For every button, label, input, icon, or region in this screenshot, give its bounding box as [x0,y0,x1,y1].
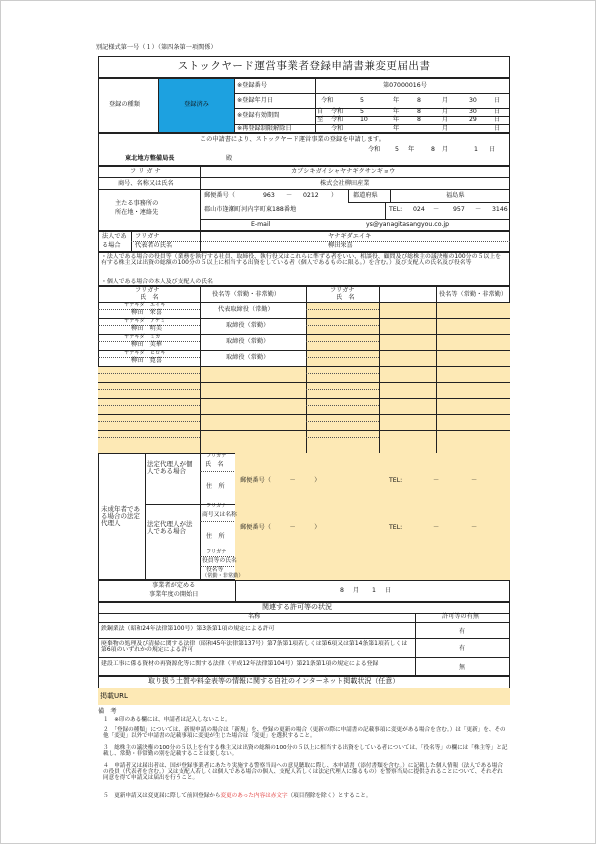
rep-name[interactable]: 柳田栄喜 [328,242,353,249]
officer-kana[interactable]: ヤナギダ ヒロキ [124,350,166,356]
form-page: 別記様式第一号（１）（第四条第一項関係） ストックヤード運営事業者登録申請書兼変更届出書 登録の種類 登録済み ※登録番号 第07000016号 ※登録年月日 令和 5 年 8 月 30 日 ※登録有効期間 自 令和 5 年 8 月 30 日 至 令和 10 年 8 月 29 日 ※再登録制限解除日 令和 年 月 日 この申請書により、ストックヤード運営事業の登録を申請します。 令和 5 年 8 月 1 日 東北地方整備局長 殿 フ リ ガ ナ カブシキガイシャヤナギクサンギョウ 商号、名称又は氏名 株式会社柳田産業 主たる事務所の 所在地・連絡先 郵便番号（ 963 － 0212 ） 都道府県 福島県 郡山市逢瀬町河内字町東188番地 TEL: 024 － 957 － 3146 E-mail ys@yanagitasangyou.co.jp 法人であ る場合 フリガナ ヤナギダエイキ 代表者の氏名 柳田栄喜 ・法人である場合の役員等（業務を執行する社員、取締役、執行役又はこれらに準ずる者をいい、相談役、顧問及び総株主の議決権の100分の５以上を有する株主又は出資の総額の100分の５以上に相当する出資をしている者（個人であるものに限る。）を含む。）及び支配人の氏名及び役名等 ・個人である場合の本人及び支配人の氏名 フリガナ 氏 名 役名等（常勤・非常勤） フリガナ 氏 名 役名等（常勤・非常勤） ヤナギダ エイキ 柳田 栄喜 代表取締役（常勤） ヤナギダ アケミ 柳田 明美 取締役（常勤） ヤナギダ ミカ 柳田 美華 取締役（常勤） ヤナギダ ヒロキ 柳田 寛喜 取締役（常勤） 未成年者である場合の法定代理人 法定代理人が個人である場合 フリガナ 氏 名 住 所 郵便番号（ － ） TEL: － － 法定代理人が法人である場合 フリガナ 商号又は名称 住 所 郵便番号（ － ） TEL: － － フリガナ 役員等の氏名 役名等 （常勤・非常勤） 事業者が定める 事業年度の開始日 8 月 1 日 関連する許可等の状況 名称 許可等の有無 鉄鋼業法（昭和24年法律第100号）第3条第1項の規定による許可 有 廃棄物の処理及び清掃に関する法律（昭和45年法律第137号）第7条第1項若しくは第6項又は第14条第1項若しくは第6項のいずれかの規定による許可 有 建設工事に係る資材の再資源化等に関する法律（平成12年法律第104号）第21条第1項の規定による登録 無 取り扱う土質や料金表等の情報に関する自社のインターネット掲載状況（任意） 掲載URL 備 考 １ ※印のある欄には、申請者は記入しないこと。 ２ 「登録の種類」については、新規申請の場合は「新規」を、登録の更新の場合（更新の際に申請書の記載事項に変更がある場合を含む。）は「更新」を、その他「変更」以外で申請書の記載事項に変更が生じた場合は「変更」を選択すること。 ３ 総株主の議決権の100分の５以上を有する株主又は出資の総額の100分の５以上に相当する出資をしている者については、「役名等」の欄には「株主等」と記載し、常勤・非常勤の別を記載することは要しない。 ４ 申請者又は届出者は、国が登録事業者にあたり実施する警察当局への意見聴取に際し、本申請書（添付書類を含む。）に記載した個人情報（法人である場合の役員（代表者を含む。）又は支配人若しくは個人である場合の個人、支配人若しくは法定代理人に係るもの）を警察当局に提供されることについて、それぞれ同意を得て申請又は届出を行うこと。 ５ 更新申請又は変更届に際して前回登録から変更のあった内容は赤文字（項目削除を除く）とすること。 [0,0,596,844]
url-label: 掲載URL [100,692,128,700]
note-5: ５ 更新申請又は変更届に際して前回登録から変更のあった内容は赤文字（項目削除を除く）とすること。 [103,793,372,799]
minor-label: 未成年者である場合の法定代理人 [101,505,140,528]
registration-date-label: ※登録年月日 [237,97,274,104]
address[interactable]: 郡山市逢瀬町河内字町東188番地 [204,206,297,213]
officer-name[interactable]: 柳田 美華 [131,341,162,348]
page-title: ストックヤード運営事業者登録申請書兼変更届出書 [177,60,431,72]
applicant-name[interactable]: 株式会社柳田産業 [320,180,370,187]
officer-kana[interactable]: ヤナギダ エイキ [124,302,166,308]
applicant-furigana[interactable]: カブシキガイシャヤナギクサンギョウ [291,168,396,175]
officers-note: ・法人である場合の役員等（業務を執行する社員、取締役、執行役又はこれらに準ずる者をいい、相談役、顧問及び総株主の議決権の100分の５以上を有する株主又は出資の総額の100分の５以上に相当する出資をしている者（個人であるものに限る。）を含む。）及び支配人の氏名及び役名等 [101,254,502,267]
officer-name[interactable]: 柳田 明美 [131,325,162,332]
permit-status[interactable]: 無 [459,664,466,671]
officer-kana[interactable]: ヤナギダ アケミ [124,318,166,324]
officer-role[interactable]: 代表取締役（常勤） [218,306,274,313]
permit-name: 建設工事に係る資材の再資源化等に関する法律（平成12年法律第104号）第21条第1項の規定による登録 [101,661,379,667]
officer-role[interactable]: 取締役（常勤） [226,338,270,345]
postal-2[interactable]: 0212 [303,192,319,199]
form-label: 別記様式第一号（１）（第四条第一項関係） [96,44,217,51]
postal-1[interactable]: 963 [263,192,275,199]
permit-status[interactable]: 有 [459,645,466,652]
officer-kana[interactable]: ヤナギダ ミカ [124,334,161,340]
prefecture[interactable]: 福島県 [446,192,465,199]
permit-name: 鉄鋼業法（昭和24年法律第100号）第3条第1項の規定による許可 [101,626,275,632]
officer-role[interactable]: 取締役（常勤） [226,322,270,329]
email[interactable]: ys@yanagitasangyou.co.jp [366,221,449,228]
permits-header: 関連する許可等の状況 [262,603,332,611]
permit-name: 廃棄物の処理及び清掃に関する法律（昭和45年法律第137号）第7条第1項若しくは第6項又は第14条第1項若しくは第6項のいずれかの規定による許可 [101,641,408,654]
officer-role[interactable]: 取締役（常勤） [226,354,270,361]
permit-status[interactable]: 有 [459,628,466,635]
rerestrict-label: ※再登録制限解除日 [237,125,292,132]
officer-name[interactable]: 柳田 栄喜 [131,309,162,316]
registration-no-value: 第07000016号 [383,82,427,89]
addressee: 東北地方整備局長 [125,155,175,162]
registration-type-label: 登録の種類 [109,101,140,108]
officer-name[interactable]: 柳田 寛喜 [131,357,162,364]
registration-type-value: 登録済み [184,101,209,108]
registration-period-label: ※登録有効期間 [237,112,280,119]
registration-no-label: ※登録番号 [237,82,267,89]
statement-text: この申請書により、ストックヤード運営事業の登録を申請します。 [200,136,385,143]
